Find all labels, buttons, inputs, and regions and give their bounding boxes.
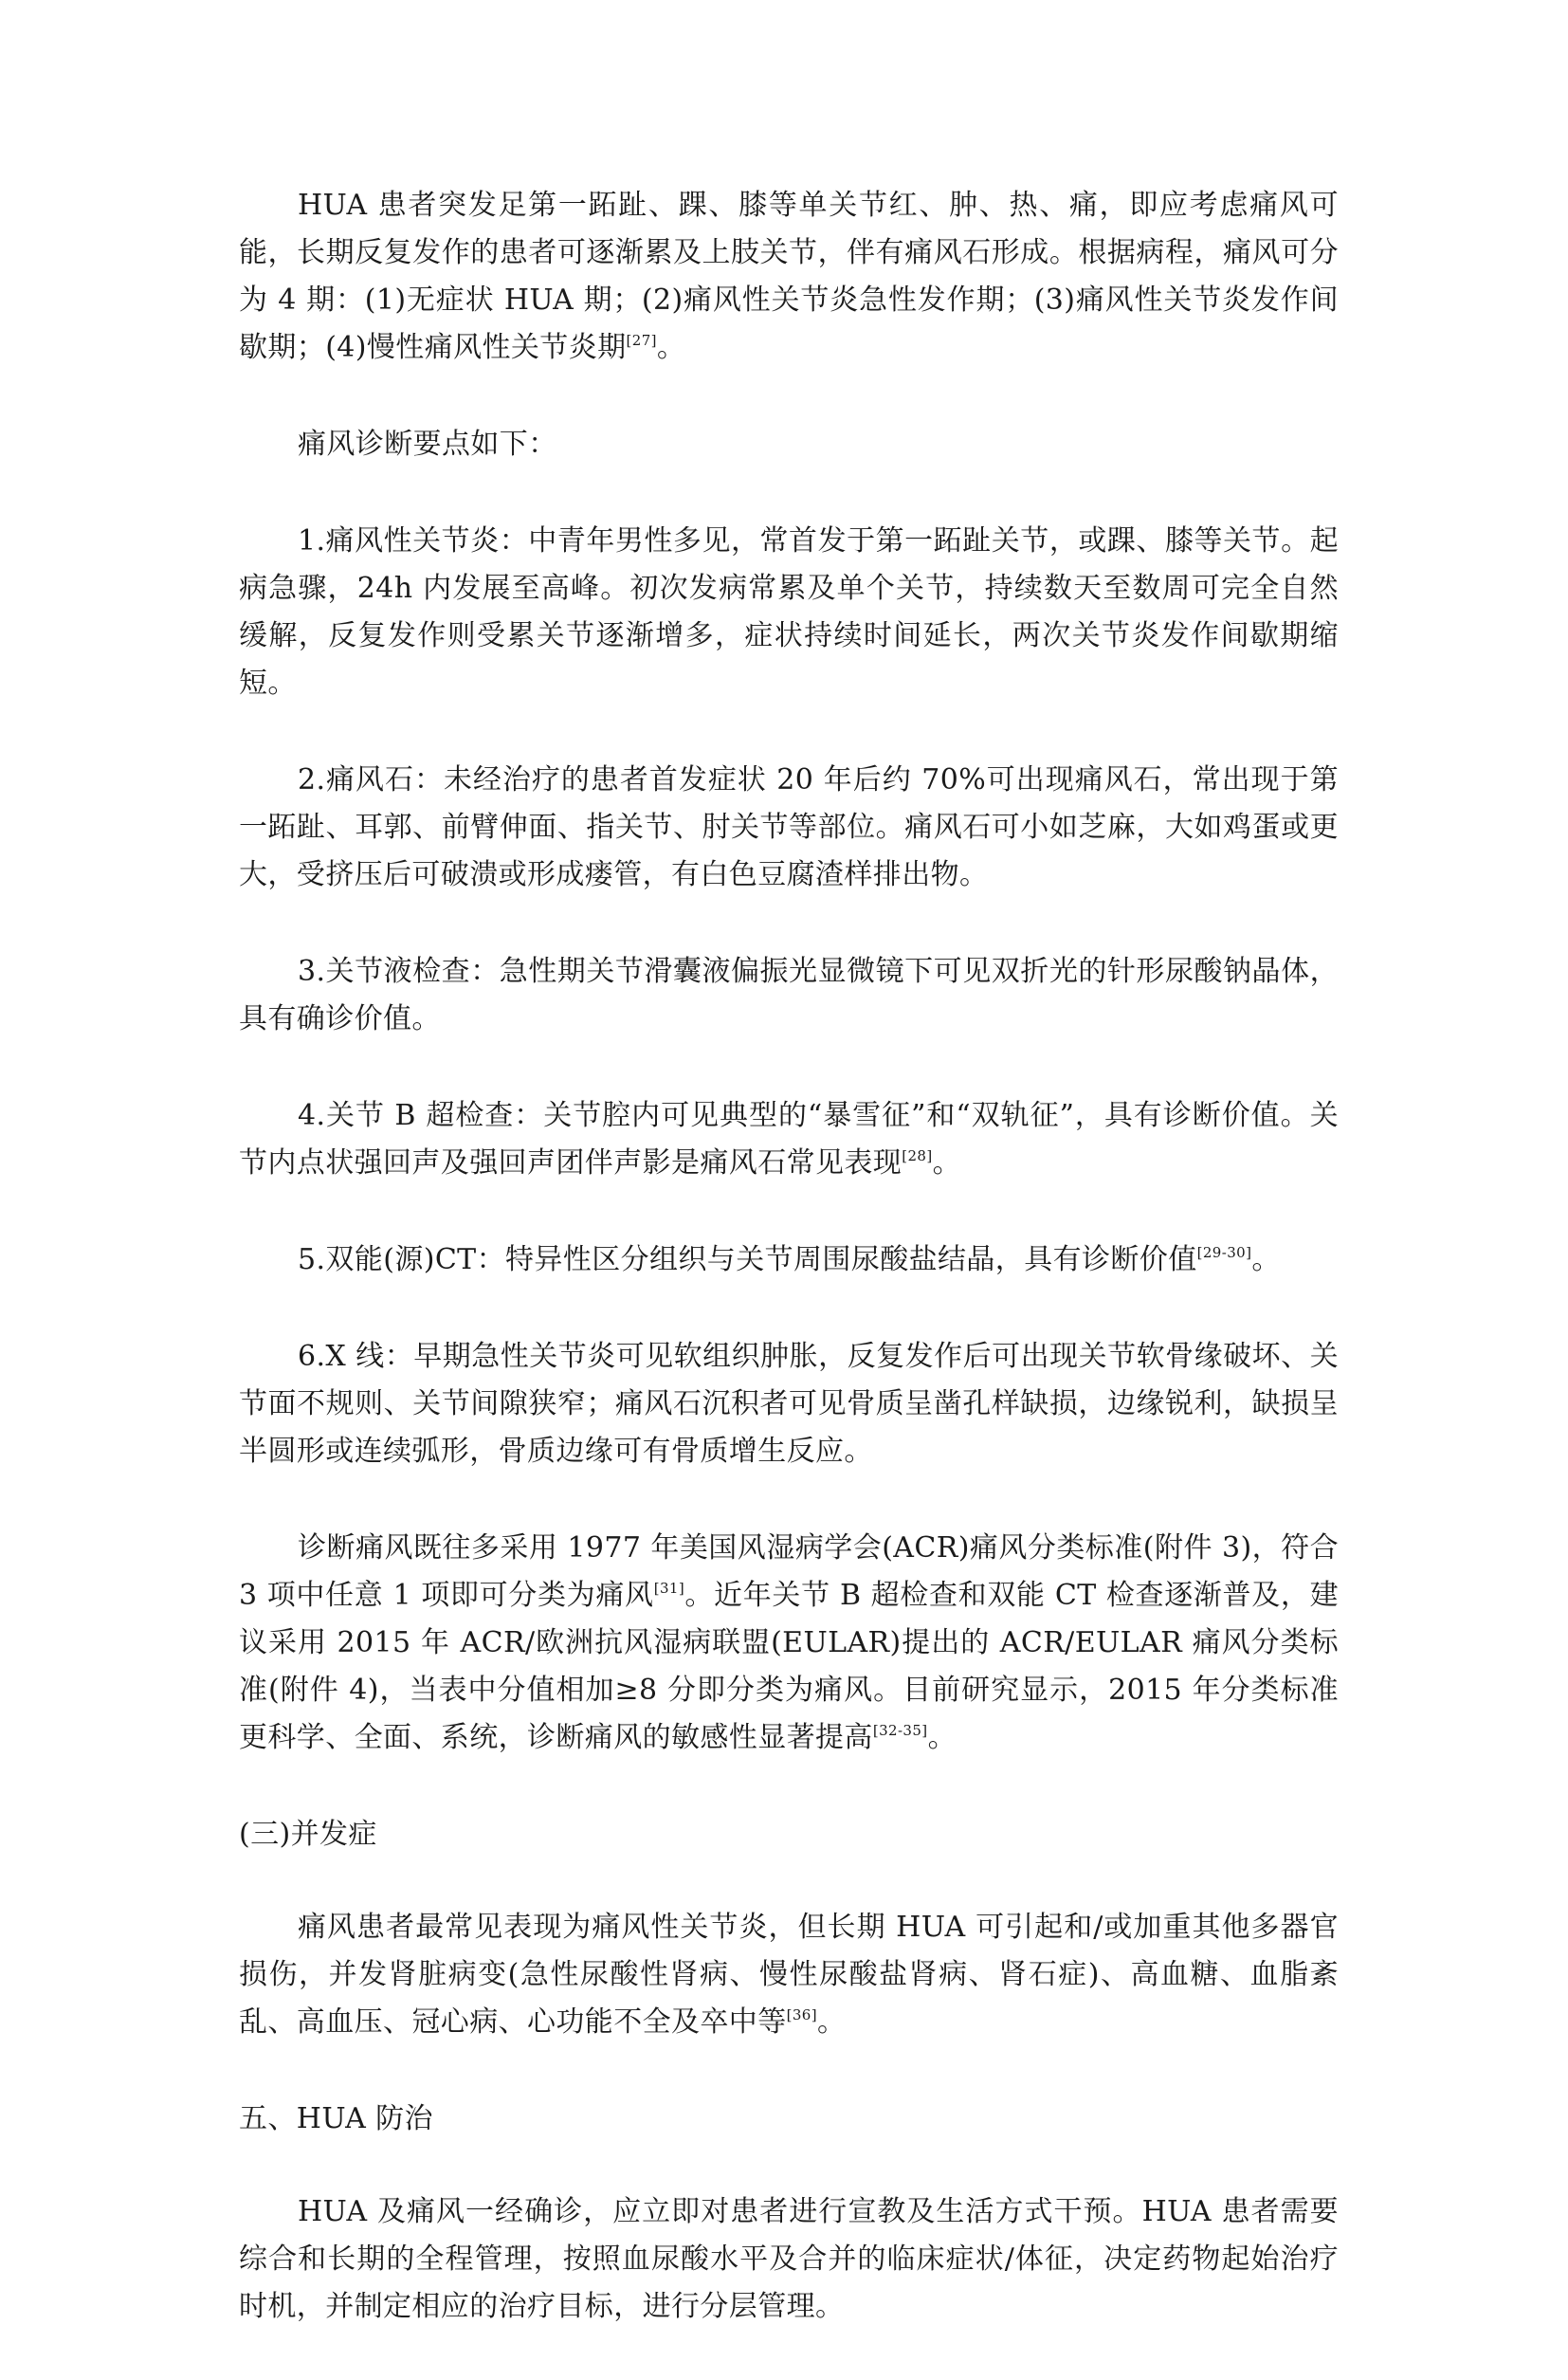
paragraph-point-6 [239, 1333, 1339, 1475]
paragraph-point-1 [239, 518, 1339, 707]
citation-ref: [27] [626, 332, 657, 349]
paragraph-point-2 [239, 757, 1339, 899]
citation-ref: [36] [786, 2006, 818, 2023]
text-run: 五、HUA 防治 [239, 2102, 433, 2135]
text-run: 痛风诊断要点如下： [298, 428, 557, 461]
text-run: 。 [656, 331, 686, 364]
citation-ref: [28] [902, 1147, 933, 1164]
paragraph-point-5 [239, 1236, 1339, 1284]
paragraph-complications [239, 1904, 1339, 2046]
heading-prevention [239, 2096, 1339, 2143]
text-run: 痛风患者最常见表现为痛风性关节炎，但长期 HUA 可引起和/或加重其他多器官损伤，并发肾脏病变(急性尿酸性肾病、慢性尿酸盐肾病、肾石症)、高血糖、血脂紊乱、高血压、冠心病、心功能不全及卒中等 [239, 1911, 1339, 2039]
text-run: 。 [927, 1721, 957, 1754]
text-run: 2.痛风石：未经治疗的患者首发症状 20 年后约 70%可出现痛风石，常出现于第一跖趾、耳郭、前臂伸面、指关节、肘关节等部位。痛风石可小如芝麻，大如鸡蛋或更大，受挤压后可破溃或形成瘘管，有白色豆腐渣样排出物。 [239, 763, 1339, 891]
text-run: 6.X 线：早期急性关节炎可见软组织肿胀，反复发作后可出现关节软骨缘破坏、关节面不规则、关节间隙狭窄；痛风石沉积者可见骨质呈凿孔样缺损，边缘锐利，缺损呈半圆形或连续弧形，骨质边缘可有骨质增生反应。 [239, 1340, 1339, 1468]
text-run: 。 [1251, 1243, 1281, 1276]
paragraph-criteria [239, 1525, 1339, 1762]
paragraph-management [239, 2188, 1339, 2331]
text-run: 诊断痛风既往多采用 1977 年美国风湿病学会(ACR)痛风分类标准(附件 3)，符合 3 项中任意 1 项即可分类为痛风 [239, 1531, 1339, 1612]
paragraph-point-3 [239, 948, 1339, 1043]
text-run: 。 [932, 1146, 962, 1180]
text-run: (三)并发症 [239, 1818, 377, 1851]
text-run: 4.关节 B 超检查：关节腔内可见典型的“暴雪征”和“双轨征”，具有诊断价值。关节内点状强回声及强回声团伴声影是痛风石常见表现 [239, 1099, 1339, 1180]
citation-ref: [29-30] [1196, 1244, 1252, 1261]
text-run: 。近年关节 B 超检查和双能 CT 检查逐渐普及，建议采用 2015 年 ACR/欧洲抗风湿病联盟(EULAR)提出的 ACR/EULAR 痛风分类标准(附件 4)，当表中分值相加≥8 分即分类为痛风。目前研究显示，2015 年分类标准更科学、全面、系统，诊断痛风的敏感性显著提高 [239, 1579, 1339, 1754]
paragraph-diagnosis-intro [239, 421, 1339, 468]
paragraph-point-4 [239, 1092, 1339, 1187]
text-run: HUA 及痛风一经确诊，应立即对患者进行宣教及生活方式干预。HUA 患者需要综合和长期的全程管理，按照血尿酸水平及合并的临床症状/体征，决定药物起始治疗时机，并制定相应的治疗目标，进行分层管理。 [239, 2195, 1339, 2323]
document-body [239, 182, 1339, 2380]
citation-ref: [32-35] [872, 1722, 928, 1739]
text-run: 。 [817, 2005, 847, 2039]
text-run: 3.关节液检查：急性期关节滑囊液偏振光显微镜下可见双折光的针形尿酸钠晶体，具有确诊价值。 [239, 955, 1339, 1035]
text-run: 1.痛风性关节炎：中青年男性多见，常首发于第一跖趾关节，或踝、膝等关节。起病急骤，24h 内发展至高峰。初次发病常累及单个关节，持续数天至数周可完全自然缓解，反复发作则受累关节逐渐增多，症状持续时间延长，两次关节炎发作间歇期缩短。 [239, 524, 1339, 700]
citation-ref: [31] [653, 1580, 685, 1597]
text-run: HUA 患者突发足第一跖趾、踝、膝等单关节红、肿、热、痛，即应考虑痛风可能，长期反复发作的患者可逐渐累及上肢关节，伴有痛风石形成。根据病程，痛风可分为 4 期：(1)无症状 HUA 期；(2)痛风性关节炎急性发作期；(3)痛风性关节炎发作间歇期；(4)慢性痛风性关节炎期 [239, 189, 1339, 364]
heading-complications [239, 1811, 1339, 1858]
text-run: 5.双能(源)CT：特异性区分组织与关节周围尿酸盐结晶，具有诊断价值 [298, 1243, 1197, 1276]
paragraph-gout-onset [239, 182, 1339, 372]
